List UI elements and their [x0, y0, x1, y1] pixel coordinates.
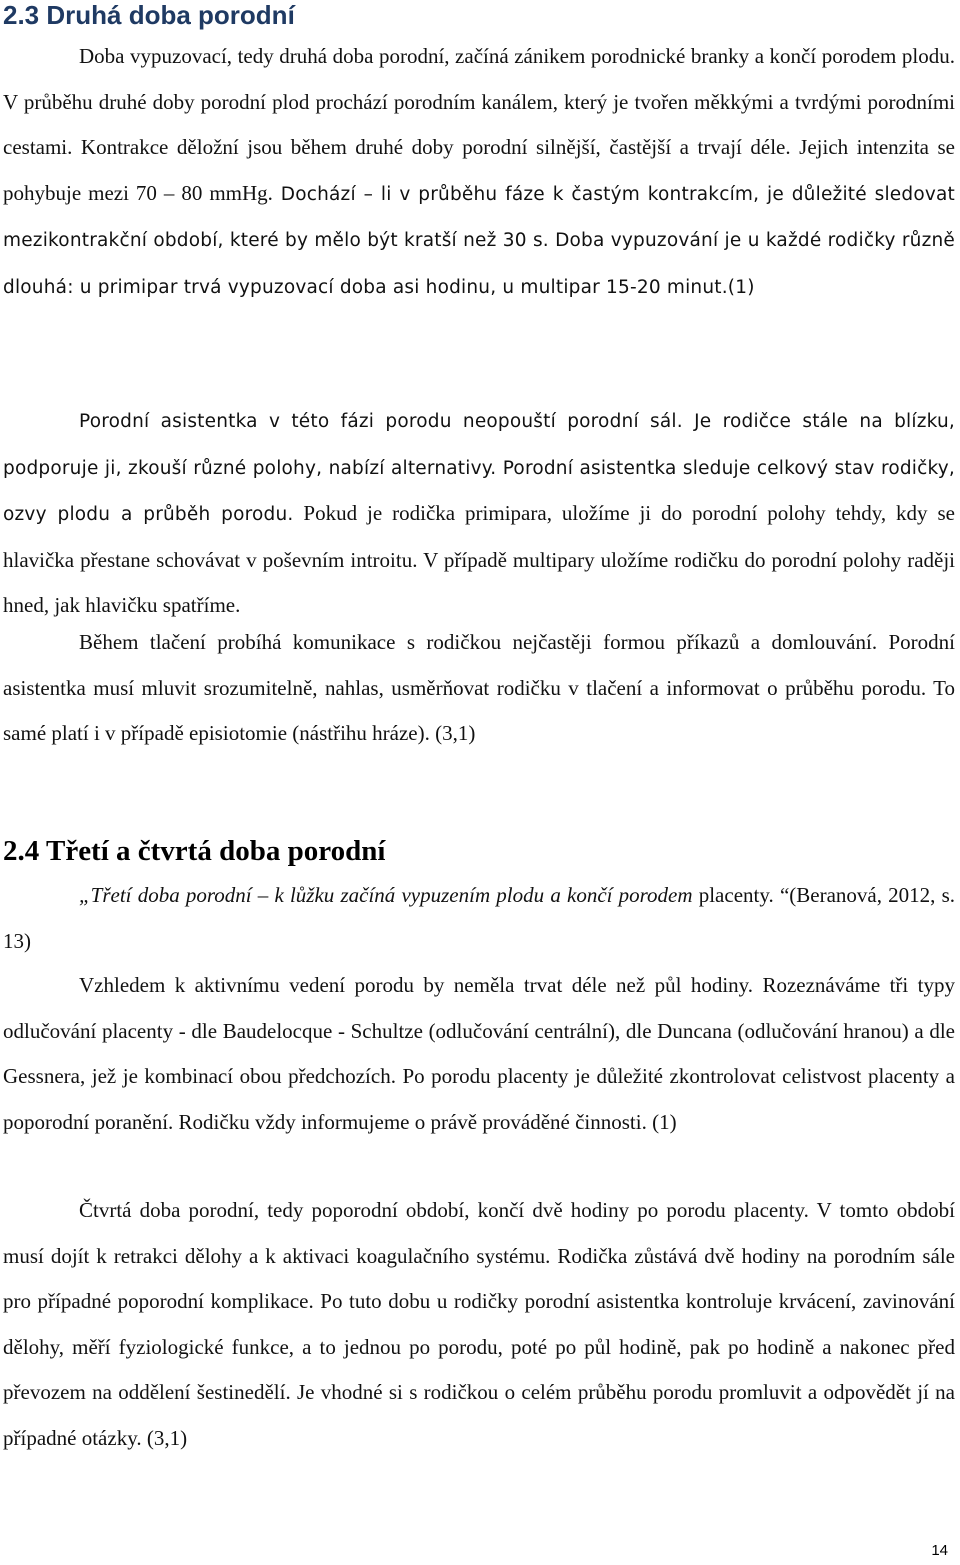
paragraph-second-stage-intro	[3, 34, 955, 310]
page-number: 14	[931, 1542, 948, 1559]
paragraph-text: Doba vypuzovací, tedy druhá doba porodní, začíná zánikem porodnické branky a končí porodem plodu. V průběhu druhé doby porodní plod prochází porodním kanálem, který je tvořen měkkými a tvrdými porodními cestami. Kontrakce děložní jsou během druhé doby porodní silnější, častější a trvají déle. Jejich intenzita se pohybuje mezi 70 – 80 mmHg.	[3, 44, 955, 205]
paragraph-fourth-stage: Čtvrtá doba porodní, tedy poporodní období, končí dvě hodiny po porodu placenty. V tomto období musí dojít k retrakci dělohy a k aktivaci koagulačního systému. Rodička zůstává dvě hodiny na porodním sále pro případné poporodní komplikace. Po tuto dobu u rodičky porodní asistentka kontroluje krvácení, zavinování dělohy, měří fyziologické funkce, a to jednou po porodu, poté po půl hodině, pak po hodině a nakonec před převozem na oddělení šestinedělí. Je vhodné si s rodičkou o celém průběhu porodu promluvit a odpovědět jí na případné otázky. (3,1)	[3, 1198, 955, 1450]
quote-citation: “(Beranová, 2012, s. 13)	[3, 883, 955, 953]
paragraph-text: Pokud je rodička primipara, uložíme ji do porodní polohy tehdy, kdy se hlavička přestane schovávat v poševním introitu. V případě multipary uložíme rodičku do porodní polohy raději hned, jak hlavičku spatříme.	[3, 501, 955, 617]
section-heading-2-4: 2.4 Třetí a čtvrtá doba porodní	[3, 835, 386, 867]
quote-text: „Třetí doba porodní – k lůžku začíná vypuzením plodu a končí porodem	[79, 883, 693, 907]
paragraph-text: Dochází – li v průběhu fáze k častým kontrakcím, je důležité sledovat mezikontrakční období, které by mělo být kratší než 30 s. Doba vypuzování je u každé rodičky různě dlouhá: u primipar trvá vypuzovací doba asi hodinu, u multipar 15-20 minut.(1)	[3, 183, 955, 298]
paragraph-pushing-communication: Během tlačení probíhá komunikace s rodičkou nejčastěji formou příkazů a domlouvání. Porodní asistentka musí mluvit srozumitelně, nahlas, usměrňovat rodičku v tlačení a informovat o průběhu porodu. To samé platí i v případě episiotomie (nástřihu hráze). (3,1)	[3, 630, 955, 745]
section-heading-2-3: 2.3 Druhá doba porodní	[3, 0, 295, 30]
paragraph-third-stage: Vzhledem k aktivnímu vedení porodu by neměla trvat déle než půl hodiny. Rozeznáváme tři typy odlučování placenty - dle Baudelocque - Schultze (odlučování centrální), dle Duncana (odlučování hranou) a dle Gessnera, jež je kombinací obou předchozích. Po porodu placenty je důležité zkontrolovat celistvost placenty a poporodní poranění. Rodičku vždy informujeme o právě prováděné činnosti. (1)	[3, 973, 955, 1134]
paragraph-text: Porodní asistentka v této fázi porodu neopouští porodní sál.	[79, 411, 683, 432]
quote-tail: placenty.	[698, 883, 774, 907]
paragraph-midwife-role	[3, 398, 955, 629]
paragraph-text: Je rodičce stále na blízku, podporuje ji, zkouší různé polohy, nabízí alternativy. Porodní asistentka sleduje celkový stav rodičky, ozvy plodu a průběh porodu.	[3, 411, 955, 525]
quote-paragraph	[3, 873, 955, 964]
